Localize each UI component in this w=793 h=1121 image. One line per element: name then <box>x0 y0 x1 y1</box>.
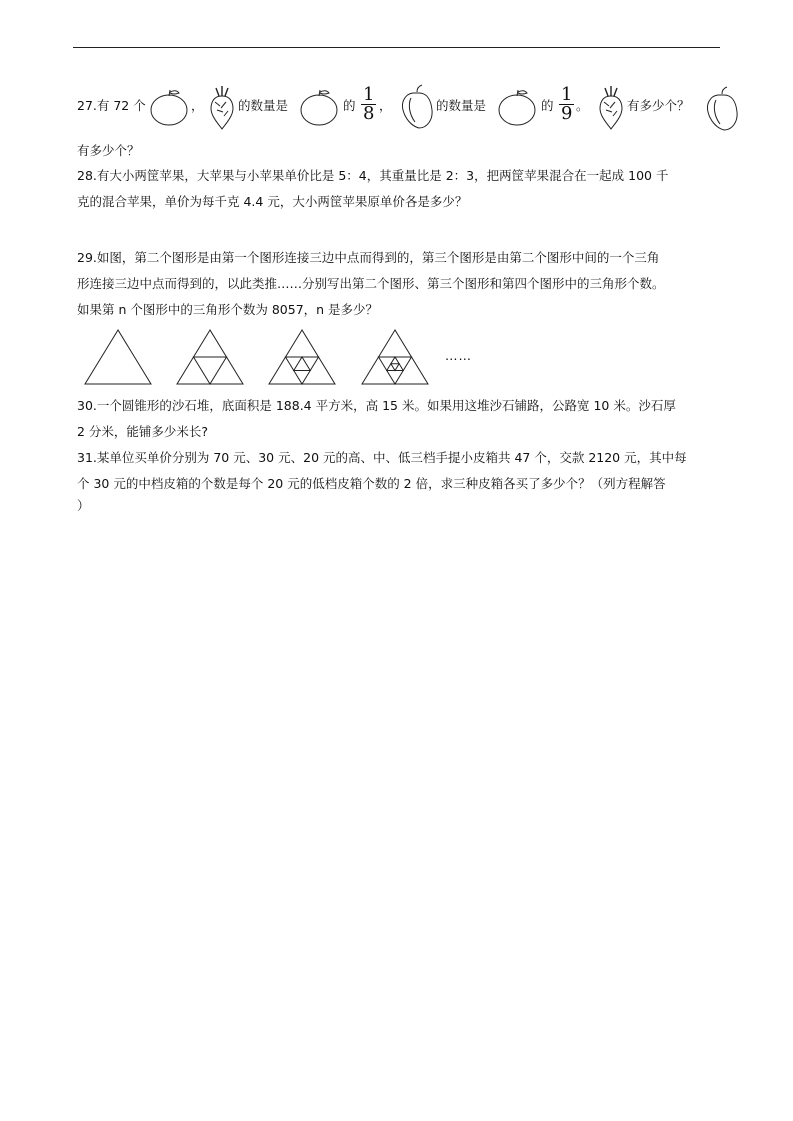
q31-line-3: ） <box>77 498 90 513</box>
q27-of-2: 的 <box>541 98 554 113</box>
fraction-one-ninth <box>559 86 574 123</box>
q28-line-1: 28.有大小两筐苹果，大苹果与小苹果单价比是 5：4，其重量比是 2：3，把两筐苹果混合在一起成 100 千 <box>77 168 669 183</box>
q27-count-of-1: 的数量是 <box>238 98 289 113</box>
blank-space <box>77 212 722 248</box>
q30-line-2: 2 分米，能铺多少米长? <box>77 424 209 439</box>
apple-icon <box>299 88 339 126</box>
q27-line-2: 有多少个？ <box>77 143 140 158</box>
problem-sheet <box>77 80 722 516</box>
fraction-denominator: 8 <box>363 103 375 124</box>
triangle-figure-3 <box>267 328 337 386</box>
fraction-one-eighth <box>361 86 376 123</box>
q29-line-1: 29.如图，第二个图形是由第一个图形连接三边中点而得到的，第三个图形是由第二个图形中间的一个三角 <box>77 250 660 265</box>
question-27 <box>77 80 722 135</box>
q27-comma: ， <box>191 98 204 113</box>
q30-line-1: 30.一个圆锥形的沙石堆，底面积是 188.4 平方米，高 15 米。如果用这堆沙石铺路，公路宽 10 米。沙石厚 <box>77 398 676 413</box>
q28-line-2: 克的混合苹果，单价为每千克 4.4 元，大小两筐苹果原单价各是多少？ <box>77 194 468 209</box>
q27-of-1: 的 <box>343 98 356 113</box>
fraction-denominator: 9 <box>561 103 573 124</box>
q27-count-of-2: 的数量是 <box>436 98 487 113</box>
fraction-numerator: 1 <box>363 84 375 105</box>
q27-prefix: 27.有 72 个 <box>77 98 146 113</box>
apple-icon <box>497 88 537 126</box>
header-rule <box>73 47 720 48</box>
q27-period: 。 <box>576 98 589 113</box>
apple-icon <box>149 88 189 126</box>
radish-icon <box>596 84 626 130</box>
pepper-icon <box>704 86 740 132</box>
triangle-figures <box>77 328 722 390</box>
triangle-figure-1 <box>83 328 153 386</box>
q29-line-3: 如果第 n 个图形中的三角形个数为 8057，n 是多少？ <box>77 302 379 317</box>
pepper-icon <box>399 84 435 130</box>
q27-sep: ， <box>379 98 392 113</box>
triangle-figure-4 <box>360 328 430 386</box>
ellipsis: …… <box>445 348 472 363</box>
radish-icon <box>207 84 237 130</box>
q31-line-1: 31.某单位买单价分别为 70 元、30 元、20 元的高、中、低三档手提小皮箱共 47 个，交款 2120 元，其中每 <box>77 450 687 465</box>
q31-line-2: 个 30 元的中档皮箱的个数是每个 20 元的低档皮箱个数的 2 倍，求三种皮箱各买了多少个？（列方程解答 <box>77 476 666 491</box>
fraction-numerator: 1 <box>561 84 573 105</box>
triangle-figure-2 <box>175 328 245 386</box>
q29-line-2: 形连接三边中点而得到的，以此类推……分别写出第二个图形、第三个图形和第四个图形中的三角形个数。 <box>77 276 665 291</box>
q27-how-many: 有多少个？ <box>627 98 690 113</box>
